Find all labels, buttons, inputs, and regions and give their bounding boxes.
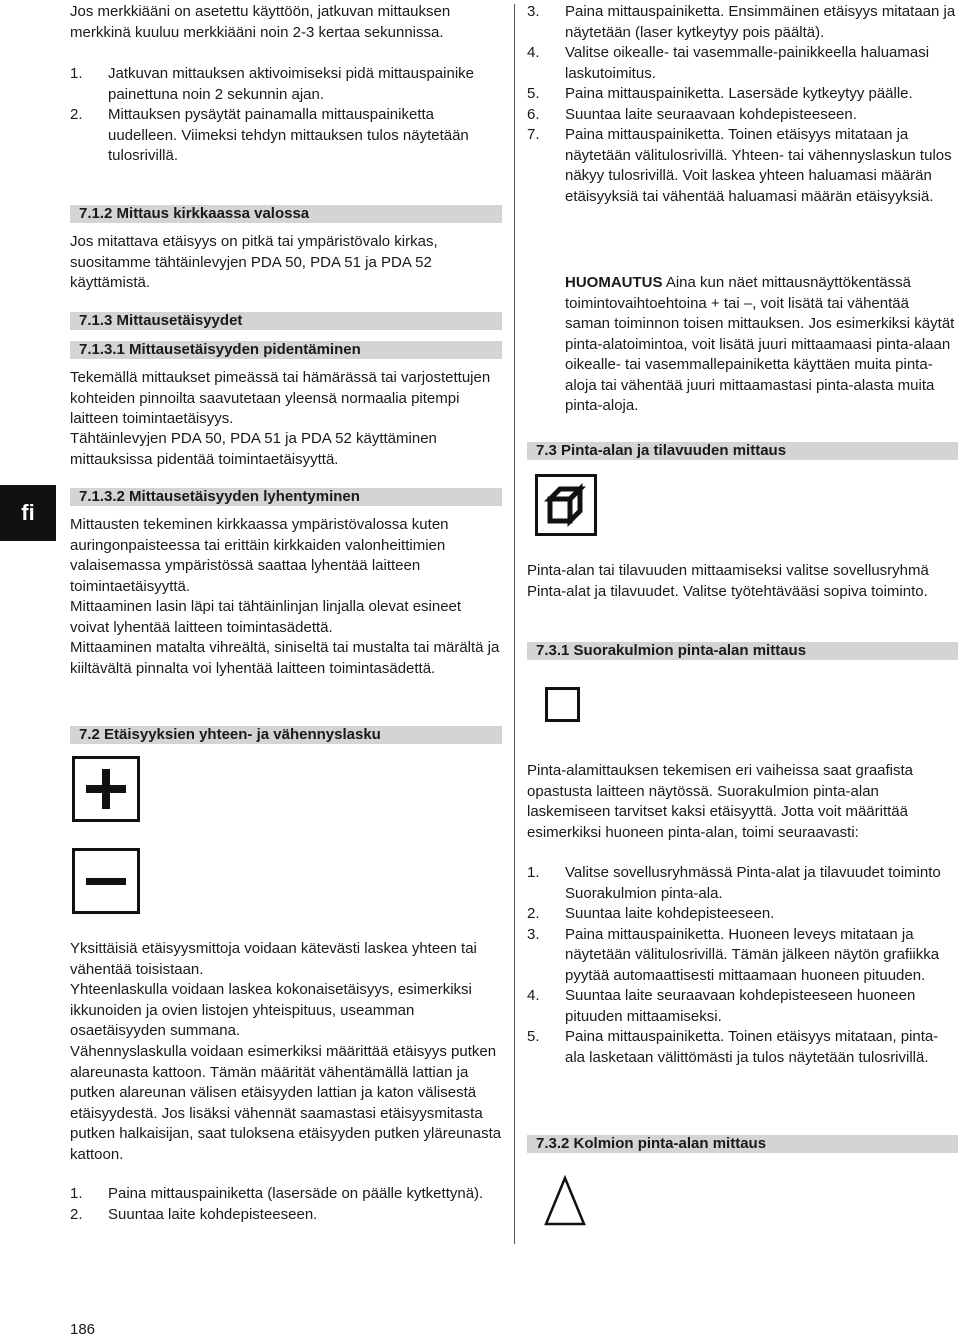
section-heading-7-3: 7.3 Pinta-alan ja tilavuuden mittaus (527, 442, 958, 460)
intro-paragraph: Jos merkkiääni on asetettu käyttöön, jatkuvan mittauksen merkkinä kuuluu merkkiääni noin 2-3 kertaa sekunnissa. (70, 3, 451, 41)
paragraph-7-1-3-1b: Tähtäinlevyjen PDA 50, PDA 51 ja PDA 52 käyttäminen mittauksissa pidentää toimintaetäisyyttä. (70, 430, 437, 468)
list-item: 2. Suuntaa laite kohdepisteeseen. (527, 905, 775, 922)
paragraph-7-3: Pinta-alan tai tilavuuden mittaamiseksi valitse sovellusryhmä Pinta-alat ja tilavuudet. Valitse työtehtävääsi sopiva toiminto. (527, 562, 929, 600)
continuous-measure-steps (70, 64, 502, 167)
note-label: HUOMAUTUS (565, 274, 663, 291)
paragraph-7-1-3-2a: Mittausten tekeminen kirkkaassa ympäristövalossa kuten auringonpaisteessa tai erittäin kirkkaiden valonheittimien valaisemassa ympäristössä saattaa lyhentää laitteen toimintaetäisyyttä. (70, 516, 449, 595)
list-item: 5. Paina mittauspainiketta. Toinen etäisyys mitataan, pinta-ala lasketaan välittömästi ja tulos näytetään tulosrivillä. (527, 1028, 939, 1066)
list-item: 1. Paina mittauspainiketta (lasersäde on päälle kytkettynä). (70, 1185, 484, 1202)
paragraph-7-1-3-1a: Tekemällä mittaukset pimeässä tai hämärässä tai varjostettujen kohteiden pinnoilta saavutetaan yleensä normaalia pitempi laitteen toimintaetäisyys. (70, 369, 491, 427)
list-item: 1. Jatkuvan mittauksen aktivoimiseksi pidä mittauspainike painettuna noin 2 sekunnin ajan. (70, 65, 474, 103)
list-item: 4. Suuntaa laite seuraavaan kohdepisteeseen huoneen pituuden mittaamiseksi. (527, 987, 916, 1025)
paragraph-7-2c: Vähennyslaskulla voidaan esimerkiksi määrittää etäisyys putken alareunasta kattoon. Tämän määrität vähentämällä lattian ja putken alareunan välisen etäisyyden lattian ja katon välisestä etäisyydestä. Jos lisäksi vähennät saamastasi etäisyysmitasta putken halkaisijan, saat tuloksena etäisyyden putken yläreunasta kattoon. (70, 1043, 502, 1163)
list-item: 7. Paina mittauspainiketta. Toinen etäisyys mitataan ja näytetään välitulosrivillä. Yhteen- tai vähennyslaskun tulos näkyy tulosrivillä. Voit laskea yhteen haluamasi määrän etäisyyksiä tai vähentää haluamasi määrän etäisyyksiä. (527, 126, 952, 205)
paragraph-7-3-1: Pinta-alamittauksen tekemisen eri vaiheissa saat graafista opastusta laitteen näytössä. Suorakulmion pinta-alan laskemiseen tarvitset kaksi etäisyyttä. Jotta voit määrittää esimerkiksi huoneen pinta-alan, toimi seuraavasti: (527, 762, 914, 841)
column-divider (514, 4, 515, 1244)
section-heading-7-3-2: 7.3.2 Kolmion pinta-alan mittaus (527, 1135, 958, 1153)
list-item: 3. Paina mittauspainiketta. Ensimmäinen etäisyys mitataan ja näytetään (laser kytkeytyy pois päältä). (527, 3, 956, 41)
rectangle-area-steps (527, 863, 958, 1068)
language-tab: fi (0, 485, 56, 541)
paragraph-7-2b: Yhteenlaskulla voidaan laskea kokonaisetäisyys, esimerkiksi ikkunoiden ja ovien listojen yhteispituus, useamman osaetäisyyden summana. (70, 981, 472, 1039)
area-volume-cube-icon (535, 474, 597, 536)
page-number: 186 (70, 1321, 96, 1338)
minus-icon (72, 848, 140, 914)
list-item: 1. Valitse sovellusryhmässä Pinta-alat ja tilavuudet toiminto Suorakulmion pinta-ala. (527, 864, 941, 902)
section-heading-7-1-3: 7.1.3 Mittausetäisyydet (70, 312, 502, 330)
section-heading-7-1-2: 7.1.2 Mittaus kirkkaassa valossa (70, 205, 502, 223)
add-subtract-steps (70, 1184, 502, 1225)
note-paragraph (527, 273, 958, 417)
section-heading-7-3-1: 7.3.1 Suorakulmion pinta-alan mittaus (527, 642, 958, 660)
paragraph-7-2a: Yksittäisiä etäisyysmittoja voidaan kätevästi laskea yhteen tai vähentää toisistaan. (70, 940, 477, 978)
list-item: 4. Valitse oikealle- tai vasemmalle-painikkeella haluamasi laskutoimitus. (527, 44, 930, 82)
paragraph-7-1-3-2b: Mittaaminen lasin läpi tai tähtäinlinjan linjalla olevat esineet voivat lyhentää laitteen toimintasädettä. (70, 598, 462, 636)
note-text: Aina kun näet mittausnäyttökentässä toimintovaihtoehtoina + tai –, voit lisätä tai vähentää saman toiminnon toisen mittauksen. Jos esimerkiksi käytät pinta-alatoimintoa, voit lisätä juuri mittaamaasi pinta-alaan oikealle- tai vasemmallepainiketta käyttäen muita pinta-aloja tai vähentää juuri mittaamastasi pinta-alasta muita pinta-aloja. (565, 274, 955, 414)
section-heading-7-1-3-2: 7.1.3.2 Mittausetäisyyden lyhentyminen (70, 488, 502, 506)
add-subtract-steps-continued (527, 2, 958, 207)
section-heading-7-2: 7.2 Etäisyyksien yhteen- ja vähennyslasku (70, 726, 502, 744)
list-item: 2. Suuntaa laite kohdepisteeseen. (70, 1205, 318, 1223)
list-item: 3. Paina mittauspainiketta. Huoneen leveys mitataan ja näytetään välitulosrivillä. Tämän jälkeen näytön grafiikka pyytää automaattisesti mittaamaan huoneen pituuden. (527, 925, 940, 984)
list-item: 2. Mittauksen pysäytät painamalla mittauspainiketta uudelleen. Viimeksi tehdyn mittauksen tulos näytetään tulosrivillä. (70, 106, 469, 164)
section-heading-7-1-3-1: 7.1.3.1 Mittausetäisyyden pidentäminen (70, 341, 502, 359)
plus-icon (72, 756, 140, 822)
list-item: 6. Suuntaa laite seuraavaan kohdepisteeseen. (527, 105, 857, 123)
triangle-area-icon (543, 1175, 587, 1227)
list-item: 5. Paina mittauspainiketta. Lasersäde kytkeytyy päälle. (527, 85, 913, 102)
rectangle-area-icon (545, 687, 580, 722)
paragraph-7-1-2: Jos mitattava etäisyys on pitkä tai ympäristövalo kirkas, suositamme tähtäinlevyjen PDA 50, PDA 51 ja PDA 52 käyttämistä. (70, 233, 438, 291)
paragraph-7-1-3-2c: Mittaaminen matalta vihreältä, siniseltä tai mustalta tai märältä ja kiiltävältä pinnalta voi lyhentää laitteen toimintasädettä. (70, 639, 500, 677)
